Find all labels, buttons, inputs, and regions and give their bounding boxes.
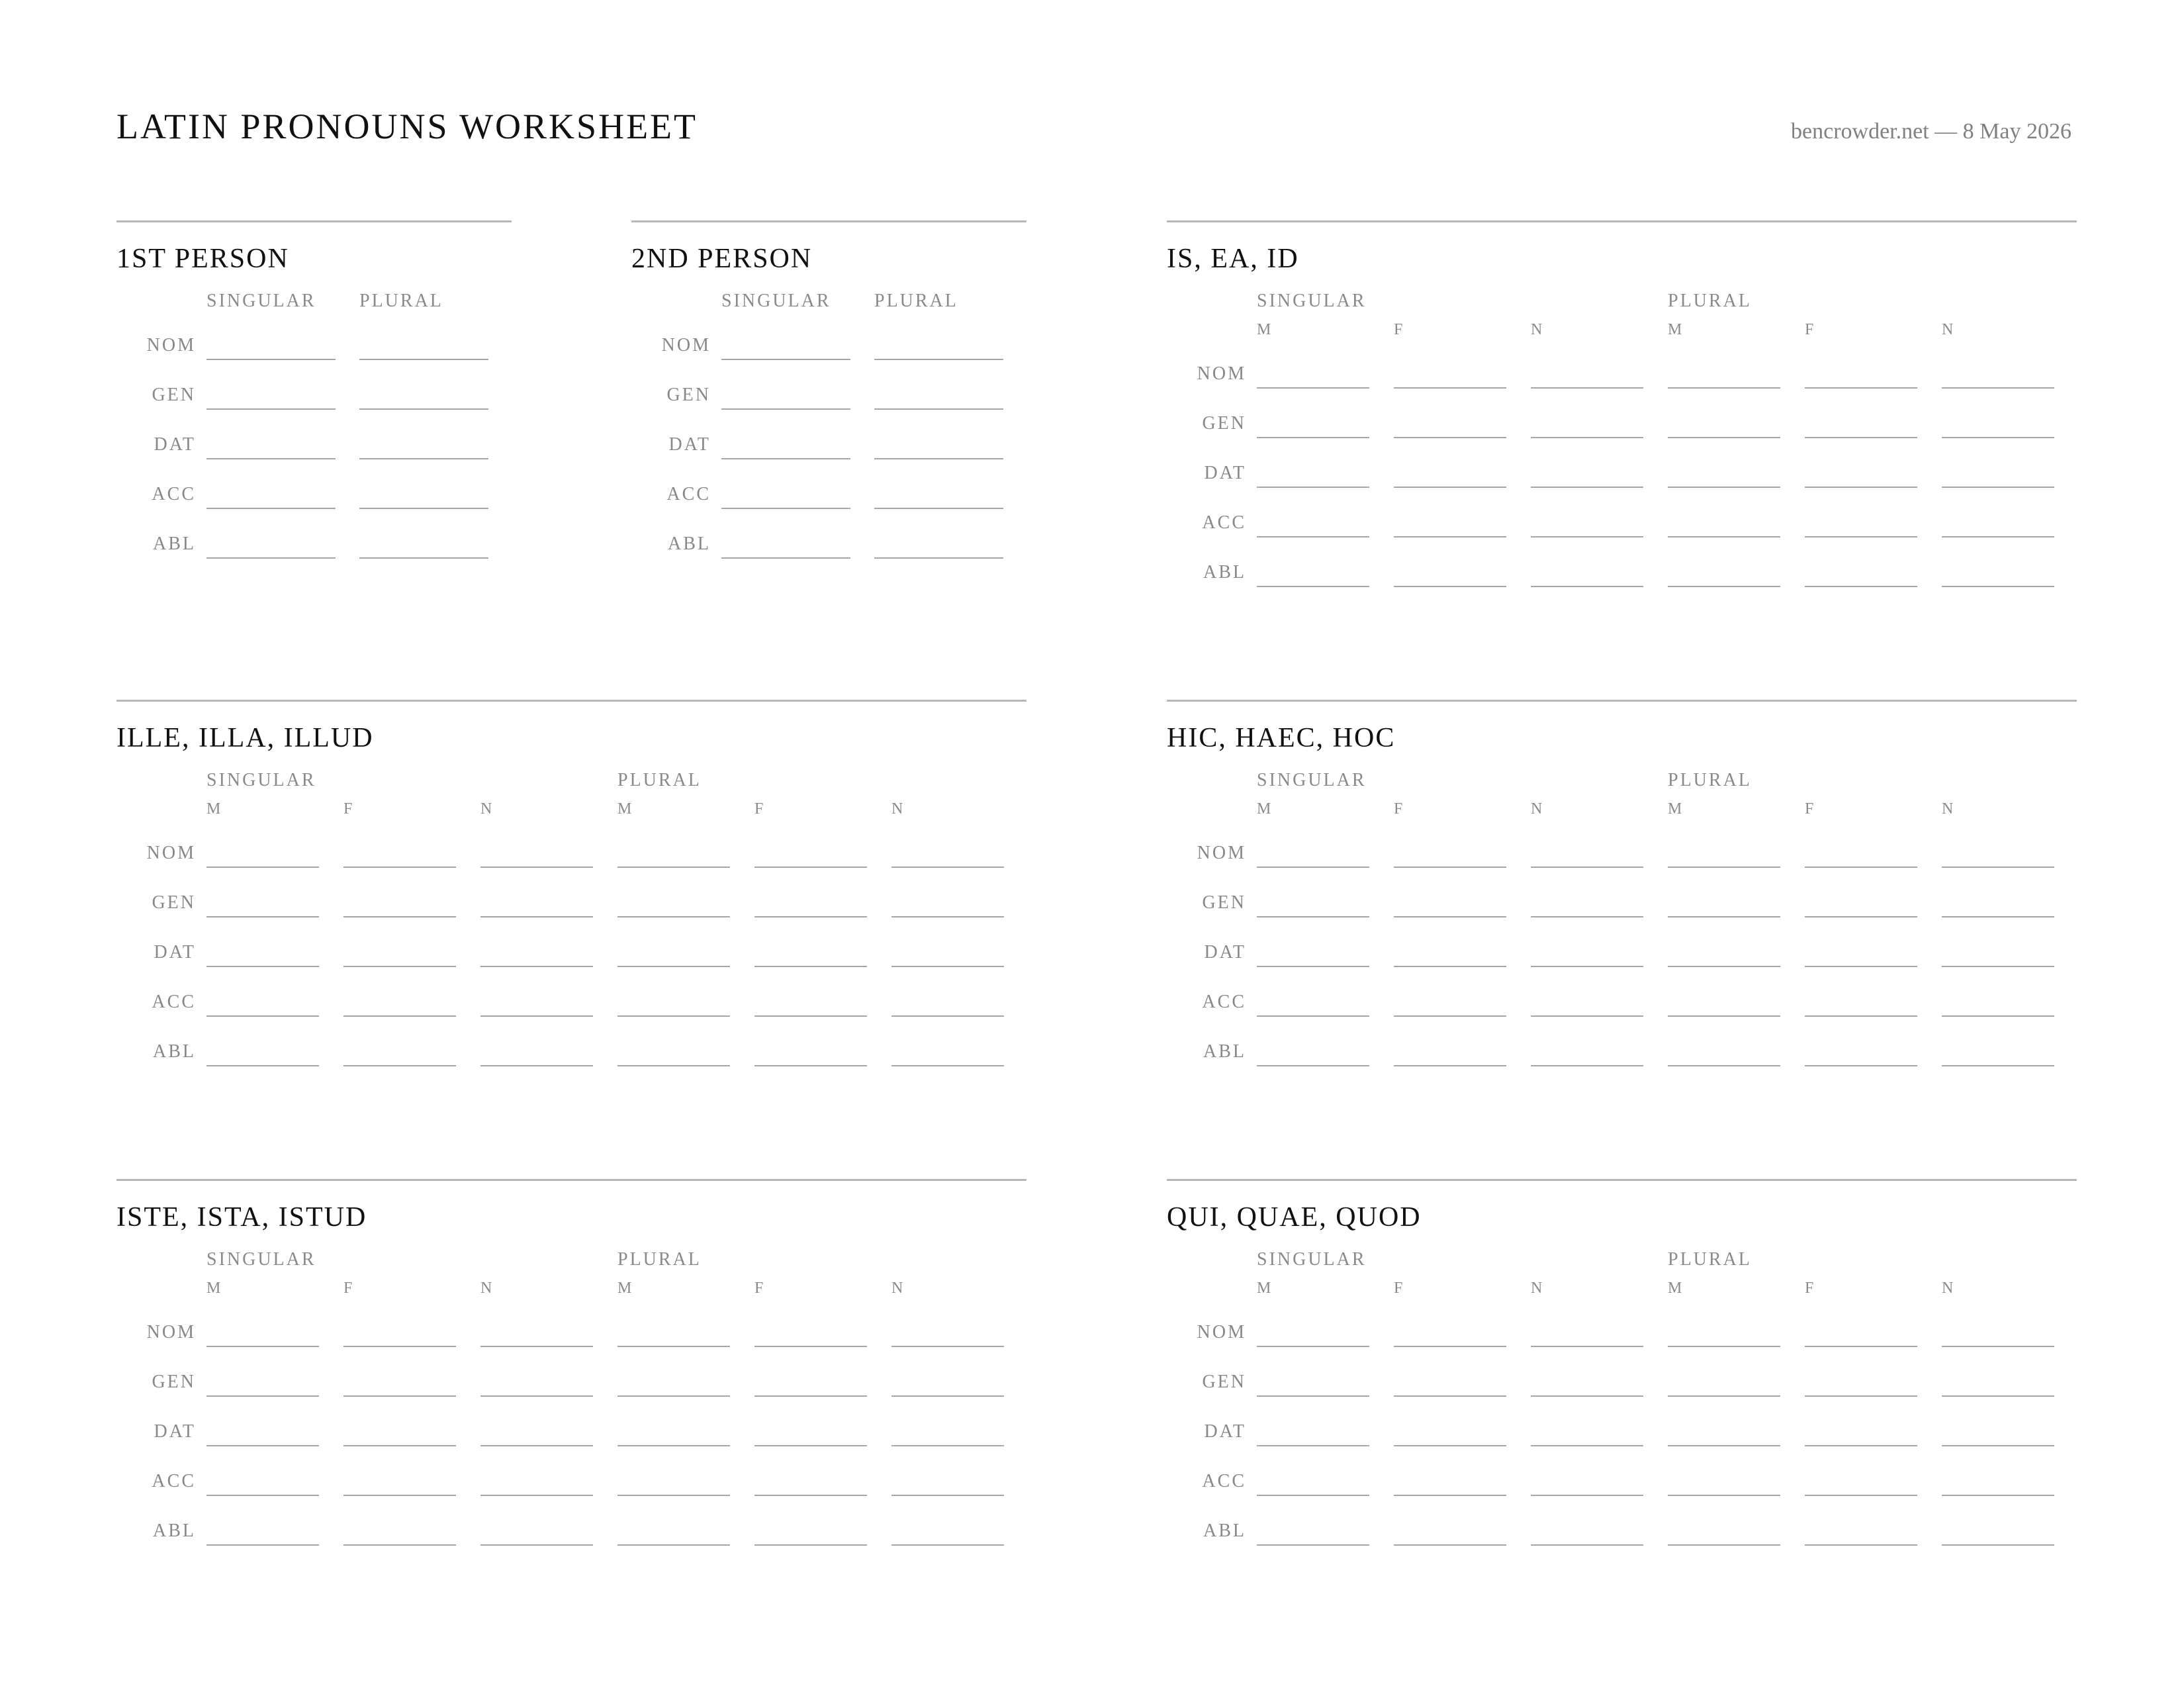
blank-acc-singular-n[interactable]	[480, 1495, 593, 1496]
blank-nom-plural-m[interactable]	[617, 1346, 730, 1347]
blank-acc-plural-f[interactable]	[754, 1015, 867, 1017]
gender-label-f: F	[1394, 1280, 1404, 1297]
blank-dat-singular-f[interactable]	[1394, 1445, 1506, 1446]
blank-dat-plural-n[interactable]	[1942, 1445, 2054, 1446]
blank-gen-singular-f[interactable]	[343, 1395, 456, 1397]
singular-header: SINGULAR	[1257, 291, 1367, 311]
gender-label-n: N	[480, 800, 493, 818]
case-label-acc: ACC	[152, 992, 196, 1012]
case-label-nom: NOM	[146, 843, 196, 863]
blank-nom-singular-f[interactable]	[1394, 867, 1506, 868]
blank-abl-singular-m[interactable]	[206, 1544, 319, 1546]
blank-dat-plural-m[interactable]	[1668, 1445, 1780, 1446]
blank-abl-singular-f[interactable]	[1394, 1065, 1506, 1066]
blank-abl-plural-n[interactable]	[1942, 586, 2054, 587]
case-label-abl: ABL	[1203, 1521, 1246, 1541]
gender-label-m: M	[1257, 1280, 1272, 1297]
case-label-abl: ABL	[668, 534, 711, 554]
blank-abl-plural[interactable]	[359, 557, 488, 559]
blank-abl-plural[interactable]	[874, 557, 1003, 559]
blank-gen-singular-m[interactable]	[1257, 1395, 1369, 1397]
blank-gen-singular-n[interactable]	[1531, 1395, 1643, 1397]
case-label-gen: GEN	[666, 385, 711, 405]
blank-acc-plural-m[interactable]	[1668, 536, 1780, 538]
gender-label-f: F	[754, 1280, 764, 1297]
blank-gen-plural-f[interactable]	[754, 916, 867, 917]
blank-nom-singular[interactable]	[721, 359, 850, 360]
blank-acc-singular-n[interactable]	[1531, 536, 1643, 538]
gender-label-f: F	[343, 1280, 353, 1297]
blank-acc-singular-f[interactable]	[1394, 1015, 1506, 1017]
blank-gen-plural-n[interactable]	[1942, 437, 2054, 438]
blank-dat-plural-m[interactable]	[1668, 487, 1780, 488]
blank-gen-singular-m[interactable]	[1257, 437, 1369, 438]
blank-acc-singular-f[interactable]	[1394, 1495, 1506, 1496]
blank-acc-singular-m[interactable]	[206, 1495, 319, 1496]
section-qui-quae-quod	[1167, 1179, 2077, 1589]
case-label-gen: GEN	[152, 1372, 196, 1392]
blank-dat-singular-n[interactable]	[1531, 487, 1643, 488]
blank-nom-plural-n[interactable]	[1942, 387, 2054, 389]
case-label-abl: ABL	[153, 1521, 196, 1541]
singular-header: SINGULAR	[206, 1249, 316, 1270]
case-label-acc: ACC	[152, 484, 196, 504]
gender-label-n: N	[480, 1280, 493, 1297]
blank-gen-plural-f[interactable]	[1805, 437, 1917, 438]
gender-label-f: F	[1805, 800, 1815, 818]
section-divider	[1167, 1179, 2077, 1181]
gender-label-n: N	[1531, 800, 1543, 818]
blank-dat-plural-f[interactable]	[1805, 1445, 1917, 1446]
case-label-acc: ACC	[1202, 992, 1246, 1012]
blank-abl-plural-n[interactable]	[891, 1065, 1004, 1066]
gender-label-f: F	[1805, 1280, 1815, 1297]
blank-abl-singular-f[interactable]	[343, 1065, 456, 1066]
section-ille-illa-illud	[116, 700, 1026, 1110]
gender-label-n: N	[891, 1280, 904, 1297]
blank-gen-plural-n[interactable]	[1942, 916, 2054, 917]
section-title: 1ST PERSON	[116, 244, 289, 274]
case-label-nom: NOM	[661, 335, 711, 355]
case-label-dat: DAT	[1204, 942, 1246, 962]
blank-dat-singular-f[interactable]	[343, 966, 456, 967]
blank-acc-plural[interactable]	[874, 508, 1003, 509]
blank-abl-plural-f[interactable]	[1805, 1065, 1917, 1066]
section-title: ISTE, ISTA, ISTUD	[116, 1202, 367, 1233]
blank-dat-singular-n[interactable]	[1531, 1445, 1643, 1446]
blank-nom-plural[interactable]	[874, 359, 1003, 360]
blank-acc-singular-n[interactable]	[1531, 1015, 1643, 1017]
blank-dat-plural-n[interactable]	[1942, 487, 2054, 488]
blank-abl-plural-m[interactable]	[1668, 1544, 1780, 1546]
singular-header: SINGULAR	[1257, 1249, 1367, 1270]
blank-nom-singular-n[interactable]	[1531, 867, 1643, 868]
blank-abl-plural-m[interactable]	[1668, 1065, 1780, 1066]
blank-nom-plural[interactable]	[359, 359, 488, 360]
blank-dat-singular-n[interactable]	[480, 1445, 593, 1446]
gender-label-n: N	[1531, 321, 1543, 338]
blank-nom-singular-m[interactable]	[206, 867, 319, 868]
singular-header: SINGULAR	[206, 291, 316, 311]
blank-nom-plural-n[interactable]	[891, 867, 1004, 868]
case-label-dat: DAT	[154, 434, 196, 455]
blank-acc-plural-m[interactable]	[617, 1015, 730, 1017]
blank-nom-singular-n[interactable]	[480, 867, 593, 868]
blank-gen-singular-n[interactable]	[480, 1395, 593, 1397]
blank-abl-plural-f[interactable]	[754, 1065, 867, 1066]
gender-label-f: F	[754, 800, 764, 818]
case-label-abl: ABL	[153, 1041, 196, 1062]
case-label-gen: GEN	[1202, 892, 1246, 913]
case-label-gen: GEN	[152, 892, 196, 913]
blank-abl-singular[interactable]	[206, 557, 336, 559]
blank-nom-plural-m[interactable]	[1668, 867, 1780, 868]
gender-label-n: N	[1942, 800, 1954, 818]
gender-label-m: M	[206, 1280, 222, 1297]
blank-gen-singular-n[interactable]	[1531, 916, 1643, 917]
blank-gen-plural-n[interactable]	[891, 1395, 1004, 1397]
blank-abl-singular-m[interactable]	[1257, 586, 1369, 587]
blank-dat-plural-f[interactable]	[754, 966, 867, 967]
case-label-dat: DAT	[154, 942, 196, 962]
blank-nom-singular-n[interactable]	[1531, 387, 1643, 389]
section-title: QUI, QUAE, QUOD	[1167, 1202, 1422, 1233]
blank-abl-singular-n[interactable]	[480, 1065, 593, 1066]
blank-dat-singular-f[interactable]	[343, 1445, 456, 1446]
blank-dat-singular-m[interactable]	[1257, 1445, 1369, 1446]
plural-header: PLURAL	[617, 1249, 702, 1270]
blank-acc-plural-n[interactable]	[1942, 1015, 2054, 1017]
blank-nom-plural-f[interactable]	[754, 867, 867, 868]
section-title: ILLE, ILLA, ILLUD	[116, 723, 374, 753]
section-title: IS, EA, ID	[1167, 244, 1299, 274]
blank-gen-singular-n[interactable]	[1531, 437, 1643, 438]
plural-header: PLURAL	[1668, 1249, 1752, 1270]
blank-acc-singular-n[interactable]	[480, 1015, 593, 1017]
blank-gen-plural-n[interactable]	[1942, 1395, 2054, 1397]
gender-label-f: F	[1394, 800, 1404, 818]
blank-gen-plural-f[interactable]	[1805, 916, 1917, 917]
blank-nom-plural-m[interactable]	[617, 867, 730, 868]
blank-acc-singular[interactable]	[721, 508, 850, 509]
blank-nom-singular-f[interactable]	[1394, 387, 1506, 389]
blank-dat-singular[interactable]	[206, 458, 336, 459]
blank-acc-plural-f[interactable]	[1805, 1015, 1917, 1017]
blank-nom-singular[interactable]	[206, 359, 336, 360]
blank-abl-singular-n[interactable]	[1531, 1544, 1643, 1546]
blank-abl-plural-n[interactable]	[1942, 1065, 2054, 1066]
blank-dat-singular-n[interactable]	[1531, 966, 1643, 967]
section-is-ea-id	[1167, 220, 2077, 631]
blank-abl-singular-f[interactable]	[1394, 586, 1506, 587]
blank-nom-singular-m[interactable]	[1257, 387, 1369, 389]
case-label-abl: ABL	[153, 534, 196, 554]
blank-abl-singular-f[interactable]	[343, 1544, 456, 1546]
blank-gen-singular-f[interactable]	[343, 916, 456, 917]
blank-acc-plural-m[interactable]	[617, 1495, 730, 1496]
blank-gen-singular-m[interactable]	[206, 916, 319, 917]
blank-abl-plural-m[interactable]	[1668, 586, 1780, 587]
blank-abl-plural-m[interactable]	[617, 1065, 730, 1066]
section-divider	[116, 1179, 1026, 1181]
blank-gen-singular-f[interactable]	[1394, 916, 1506, 917]
section-1st-person	[116, 220, 512, 631]
case-label-dat: DAT	[1204, 463, 1246, 483]
blank-acc-singular-m[interactable]	[1257, 536, 1369, 538]
blank-acc-plural-n[interactable]	[891, 1495, 1004, 1496]
section-iste-ista-istud	[116, 1179, 1026, 1589]
section-divider	[1167, 700, 2077, 702]
blank-nom-singular-m[interactable]	[1257, 867, 1369, 868]
blank-abl-singular-n[interactable]	[480, 1544, 593, 1546]
blank-nom-plural-n[interactable]	[891, 1346, 1004, 1347]
blank-acc-singular-f[interactable]	[343, 1495, 456, 1496]
blank-gen-plural-n[interactable]	[891, 916, 1004, 917]
blank-dat-plural-n[interactable]	[1942, 966, 2054, 967]
gender-label-n: N	[1942, 321, 1954, 338]
blank-acc-plural-f[interactable]	[1805, 1495, 1917, 1496]
blank-gen-singular-m[interactable]	[1257, 916, 1369, 917]
blank-gen-plural[interactable]	[874, 408, 1003, 410]
blank-abl-plural-f[interactable]	[1805, 1544, 1917, 1546]
blank-abl-plural-n[interactable]	[891, 1544, 1004, 1546]
blank-dat-singular-f[interactable]	[1394, 487, 1506, 488]
singular-header: SINGULAR	[206, 770, 316, 790]
blank-nom-plural-f[interactable]	[1805, 867, 1917, 868]
blank-abl-plural-n[interactable]	[1942, 1544, 2054, 1546]
blank-dat-plural[interactable]	[359, 458, 488, 459]
blank-gen-plural-m[interactable]	[1668, 437, 1780, 438]
blank-nom-plural-f[interactable]	[754, 1346, 867, 1347]
gender-label-m: M	[1257, 800, 1272, 818]
plural-header: PLURAL	[617, 770, 702, 790]
section-divider	[116, 220, 512, 222]
blank-abl-singular[interactable]	[721, 557, 850, 559]
blank-acc-plural-f[interactable]	[754, 1495, 867, 1496]
gender-label-m: M	[206, 800, 222, 818]
blank-abl-plural-m[interactable]	[617, 1544, 730, 1546]
case-label-acc: ACC	[1202, 512, 1246, 533]
section-title: HIC, HAEC, HOC	[1167, 723, 1396, 753]
gender-label-n: N	[891, 800, 904, 818]
blank-acc-singular-m[interactable]	[1257, 1015, 1369, 1017]
gender-label-m: M	[617, 800, 633, 818]
section-divider	[1167, 220, 2077, 222]
blank-dat-plural-f[interactable]	[754, 1445, 867, 1446]
blank-dat-singular[interactable]	[721, 458, 850, 459]
blank-acc-plural-f[interactable]	[1805, 536, 1917, 538]
gender-label-f: F	[1394, 321, 1404, 338]
blank-dat-singular-m[interactable]	[1257, 487, 1369, 488]
blank-gen-plural[interactable]	[359, 408, 488, 410]
case-label-nom: NOM	[146, 335, 196, 355]
blank-dat-plural-f[interactable]	[1805, 487, 1917, 488]
blank-acc-singular[interactable]	[206, 508, 336, 509]
case-label-nom: NOM	[1197, 1322, 1246, 1342]
blank-acc-singular-m[interactable]	[1257, 1495, 1369, 1496]
blank-acc-plural-n[interactable]	[1942, 536, 2054, 538]
page-title: LATIN PRONOUNS WORKSHEET	[116, 107, 698, 146]
blank-dat-plural-m[interactable]	[617, 966, 730, 967]
blank-acc-singular-f[interactable]	[343, 1015, 456, 1017]
blank-gen-plural-f[interactable]	[1805, 1395, 1917, 1397]
singular-header: SINGULAR	[1257, 770, 1367, 790]
gender-label-m: M	[617, 1280, 633, 1297]
case-label-nom: NOM	[1197, 363, 1246, 384]
blank-dat-singular-f[interactable]	[1394, 966, 1506, 967]
byline: bencrowder.net — 8 May 2026	[1791, 119, 2071, 144]
blank-acc-singular-f[interactable]	[1394, 536, 1506, 538]
plural-header: PLURAL	[1668, 291, 1752, 311]
blank-abl-singular-m[interactable]	[206, 1065, 319, 1066]
blank-dat-plural-n[interactable]	[891, 966, 1004, 967]
blank-acc-singular-n[interactable]	[1531, 1495, 1643, 1496]
case-label-gen: GEN	[1202, 1372, 1246, 1392]
blank-dat-plural-f[interactable]	[1805, 966, 1917, 967]
gender-label-n: N	[1531, 1280, 1543, 1297]
blank-dat-plural[interactable]	[874, 458, 1003, 459]
blank-nom-plural-m[interactable]	[1668, 387, 1780, 389]
blank-nom-singular-m[interactable]	[1257, 1346, 1369, 1347]
section-divider	[116, 700, 1026, 702]
blank-abl-plural-f[interactable]	[754, 1544, 867, 1546]
blank-nom-plural-n[interactable]	[1942, 867, 2054, 868]
blank-abl-plural-f[interactable]	[1805, 586, 1917, 587]
gender-label-f: F	[343, 800, 353, 818]
blank-gen-plural-m[interactable]	[1668, 916, 1780, 917]
case-label-abl: ABL	[1203, 562, 1246, 583]
blank-acc-plural-m[interactable]	[1668, 1015, 1780, 1017]
section-divider	[631, 220, 1026, 222]
case-label-nom: NOM	[146, 1322, 196, 1342]
blank-acc-singular-m[interactable]	[206, 1015, 319, 1017]
singular-header: SINGULAR	[721, 291, 831, 311]
blank-acc-plural-m[interactable]	[1668, 1495, 1780, 1496]
blank-acc-plural-n[interactable]	[891, 1015, 1004, 1017]
gender-label-m: M	[1668, 800, 1683, 818]
blank-nom-plural-f[interactable]	[1805, 1346, 1917, 1347]
blank-gen-singular-f[interactable]	[1394, 1395, 1506, 1397]
case-label-abl: ABL	[1203, 1041, 1246, 1062]
blank-gen-plural-f[interactable]	[754, 1395, 867, 1397]
blank-gen-plural-m[interactable]	[617, 1395, 730, 1397]
blank-nom-singular-f[interactable]	[1394, 1346, 1506, 1347]
blank-dat-singular-m[interactable]	[206, 1445, 319, 1446]
blank-dat-plural-m[interactable]	[1668, 966, 1780, 967]
blank-gen-singular[interactable]	[206, 408, 336, 410]
blank-gen-plural-m[interactable]	[617, 916, 730, 917]
blank-nom-singular-n[interactable]	[480, 1346, 593, 1347]
gender-label-n: N	[1942, 1280, 1954, 1297]
case-label-acc: ACC	[152, 1471, 196, 1491]
case-label-gen: GEN	[1202, 413, 1246, 434]
blank-abl-singular-m[interactable]	[1257, 1065, 1369, 1066]
case-label-acc: ACC	[666, 484, 711, 504]
plural-header: PLURAL	[1668, 770, 1752, 790]
gender-label-m: M	[1668, 321, 1683, 338]
blank-dat-plural-n[interactable]	[891, 1445, 1004, 1446]
blank-acc-plural-n[interactable]	[1942, 1495, 2054, 1496]
gender-label-f: F	[1805, 321, 1815, 338]
blank-gen-singular-m[interactable]	[206, 1395, 319, 1397]
gender-label-m: M	[1257, 321, 1272, 338]
blank-nom-plural-f[interactable]	[1805, 387, 1917, 389]
blank-gen-singular[interactable]	[721, 408, 850, 410]
plural-header: PLURAL	[359, 291, 443, 311]
blank-gen-singular-f[interactable]	[1394, 437, 1506, 438]
blank-abl-singular-n[interactable]	[1531, 1065, 1643, 1066]
case-label-dat: DAT	[668, 434, 711, 455]
blank-dat-singular-m[interactable]	[206, 966, 319, 967]
blank-nom-singular-n[interactable]	[1531, 1346, 1643, 1347]
case-label-dat: DAT	[154, 1421, 196, 1442]
plural-header: PLURAL	[874, 291, 958, 311]
blank-nom-singular-f[interactable]	[343, 1346, 456, 1347]
blank-dat-singular-n[interactable]	[480, 966, 593, 967]
blank-gen-plural-m[interactable]	[1668, 1395, 1780, 1397]
blank-abl-singular-m[interactable]	[1257, 1544, 1369, 1546]
blank-nom-singular-m[interactable]	[206, 1346, 319, 1347]
case-label-gen: GEN	[152, 385, 196, 405]
blank-nom-plural-n[interactable]	[1942, 1346, 2054, 1347]
blank-nom-plural-m[interactable]	[1668, 1346, 1780, 1347]
blank-abl-singular-n[interactable]	[1531, 586, 1643, 587]
blank-dat-singular-m[interactable]	[1257, 966, 1369, 967]
section-hic-haec-hoc	[1167, 700, 2077, 1110]
blank-gen-singular-n[interactable]	[480, 916, 593, 917]
blank-dat-plural-m[interactable]	[617, 1445, 730, 1446]
blank-acc-plural[interactable]	[359, 508, 488, 509]
blank-abl-singular-f[interactable]	[1394, 1544, 1506, 1546]
case-label-nom: NOM	[1197, 843, 1246, 863]
section-title: 2ND PERSON	[631, 244, 813, 274]
case-label-acc: ACC	[1202, 1471, 1246, 1491]
blank-nom-singular-f[interactable]	[343, 867, 456, 868]
gender-label-m: M	[1668, 1280, 1683, 1297]
section-2nd-person	[631, 220, 1026, 631]
case-label-dat: DAT	[1204, 1421, 1246, 1442]
